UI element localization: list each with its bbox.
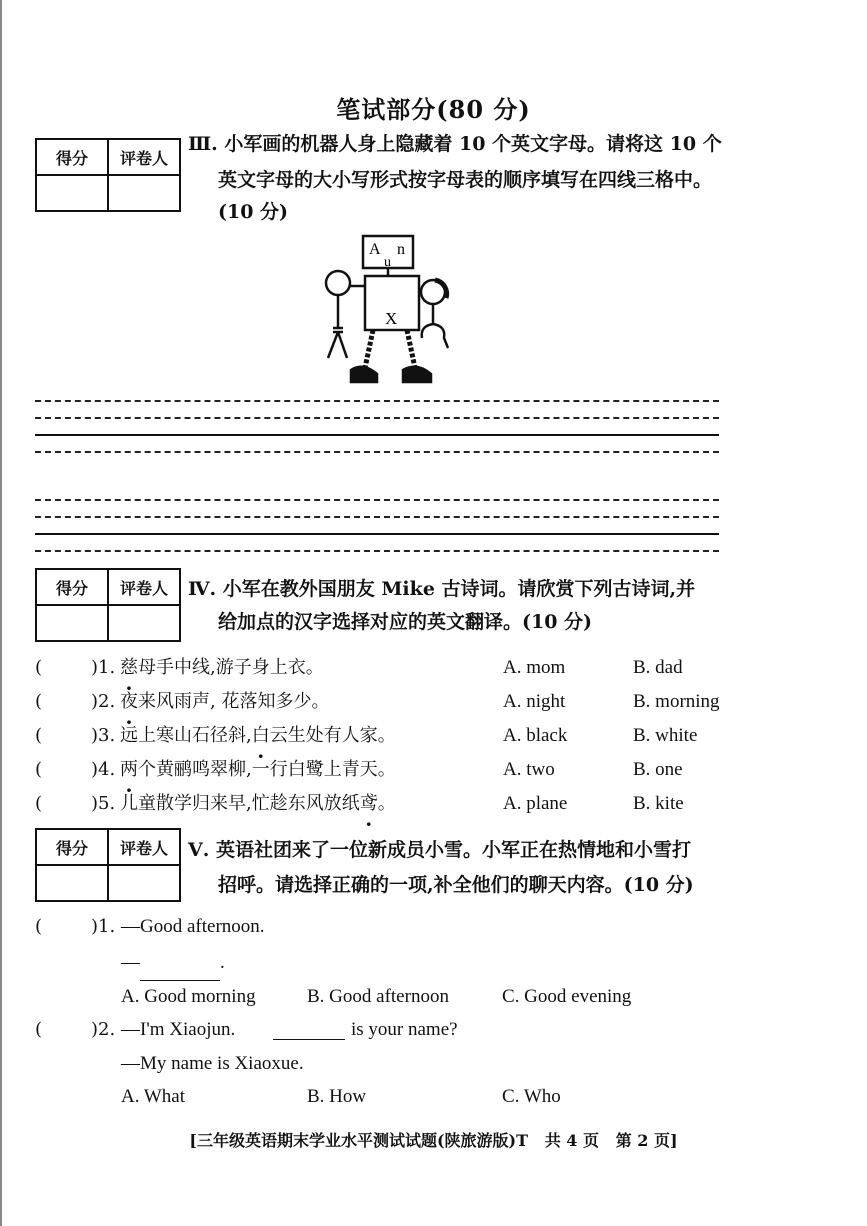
option-a: A. plane	[503, 793, 568, 814]
robot-letter-A: A	[369, 241, 381, 258]
list-item: ( )2. 夜来风雨声, 花落知多少。 A. night B. morning	[35, 685, 795, 719]
section5-line2: 招呼。请选择正确的一项,补全他们的聊天内容。(10 分)	[218, 874, 694, 896]
page-footer: [三年级英语期末学业水平测试试题(陕旅游版)T 共 4 页 第 2 页]	[189, 1131, 678, 1150]
robot-illustration	[315, 228, 465, 388]
grader-label: 评卷人	[108, 139, 180, 175]
emphasized-char: 慈	[120, 657, 138, 678]
answer-paren[interactable]: (	[35, 793, 43, 814]
score-cell[interactable]	[36, 865, 108, 901]
dialogue-line: —Good afternoon.	[121, 916, 265, 937]
answer-paren[interactable]: (	[35, 916, 43, 937]
option-a: A. What	[121, 1086, 186, 1107]
grader-label: 评卷人	[108, 569, 180, 605]
robot-letter-u: u	[384, 255, 391, 270]
score-box	[35, 828, 181, 902]
emphasized-char: 白	[251, 725, 270, 746]
q2-options	[121, 1080, 781, 1114]
list-item: ( )3. 远上寒山石径斜,白云生处有人家。 A. black B. white	[35, 719, 795, 753]
item-number: )1.	[91, 657, 116, 678]
robot-letter-n: n	[397, 241, 405, 258]
grader-label: 评卷人	[108, 829, 180, 865]
score-box	[35, 138, 181, 212]
list-item: ( )5. 儿童散学归来早,忙趁东风放纸鸢。 A. plane B. kite	[35, 787, 795, 821]
question-2	[35, 1013, 795, 1047]
answer-paren[interactable]: (	[35, 725, 43, 746]
answer-blank[interactable]	[140, 946, 220, 981]
section4-items	[35, 651, 795, 821]
option-a: A. black	[503, 725, 568, 746]
option-a: A. mom	[503, 657, 566, 678]
grader-cell[interactable]	[108, 865, 180, 901]
grader-cell[interactable]	[108, 175, 180, 211]
option-c: C. Who	[502, 1086, 561, 1107]
score-box	[35, 568, 181, 642]
item-number: )4.	[91, 759, 116, 780]
option-b: B. Good afternoon	[307, 986, 449, 1007]
section3-line2: 英文字母的大小写形式按字母表的顺序填写在四线三格中。	[218, 169, 713, 191]
page-edge	[0, 0, 2, 1226]
robot-letter-X: X	[385, 309, 398, 328]
q1-options	[121, 980, 781, 1014]
grader-cell[interactable]	[108, 605, 180, 641]
option-c: C. Good evening	[502, 986, 632, 1007]
item-number: )3.	[91, 725, 116, 746]
option-a: A. Good morning	[121, 986, 256, 1007]
dialogue-line-2: — .	[121, 946, 225, 980]
option-b: B. morning	[633, 691, 720, 712]
emphasized-char: 夜	[120, 691, 138, 712]
option-b: B. How	[307, 1086, 367, 1107]
score-label: 得分	[36, 569, 108, 605]
section4-line1: Ⅳ. 小军在教外国朋友 Mike 古诗词。请欣赏下列古诗词,并	[188, 578, 696, 600]
answer-paren[interactable]: (	[35, 759, 43, 780]
option-b: B. dad	[633, 657, 683, 678]
emphasized-char: 两	[120, 759, 138, 780]
list-item: ( )4. 两个黄鹂鸣翠柳,一行白鹭上青天。 A. two B. one	[35, 753, 795, 787]
question-1	[35, 910, 795, 944]
item-number: )2.	[91, 691, 116, 712]
item-number: )1.	[91, 916, 116, 937]
section3-line1: Ⅲ. 小军画的机器人身上隐藏着 10 个英文字母。请将这 10 个	[188, 133, 722, 155]
emphasized-char: 鸢	[359, 793, 378, 814]
option-b: B. one	[633, 759, 683, 780]
score-label: 得分	[36, 139, 108, 175]
answer-paren[interactable]: (	[35, 1019, 43, 1040]
option-a: A. two	[503, 759, 555, 780]
option-b: B. white	[633, 725, 698, 746]
dialogue-line: —I'm Xiaojun.	[121, 1019, 236, 1040]
option-b: B. kite	[633, 793, 684, 814]
score-cell[interactable]	[36, 605, 108, 641]
dialogue-line-2: —My name is Xiaoxue.	[121, 1053, 304, 1074]
score-label: 得分	[36, 829, 108, 865]
dialogue-line-cont: is your name?	[351, 1019, 458, 1040]
robot-left-hand	[326, 271, 350, 295]
answer-paren[interactable]: (	[35, 691, 43, 712]
section4-line2: 给加点的汉字选择对应的英文翻译。(10 分)	[218, 611, 593, 633]
item-number: )2.	[91, 1019, 116, 1040]
page-title: 笔试部分(80 分)	[336, 95, 531, 124]
section3-line3: (10 分)	[218, 201, 289, 223]
answer-paren[interactable]: (	[35, 657, 43, 678]
item-number: )5.	[91, 793, 116, 814]
list-item: ( )1. 慈母手中线,游子身上衣。 A. mom B. dad	[35, 651, 795, 685]
score-cell[interactable]	[36, 175, 108, 211]
section5-line1: Ⅴ. 英语社团来了一位新成员小雪。小军正在热情地和小雪打	[188, 839, 691, 861]
answer-blank[interactable]	[273, 1017, 345, 1040]
option-a: A. night	[503, 691, 566, 712]
